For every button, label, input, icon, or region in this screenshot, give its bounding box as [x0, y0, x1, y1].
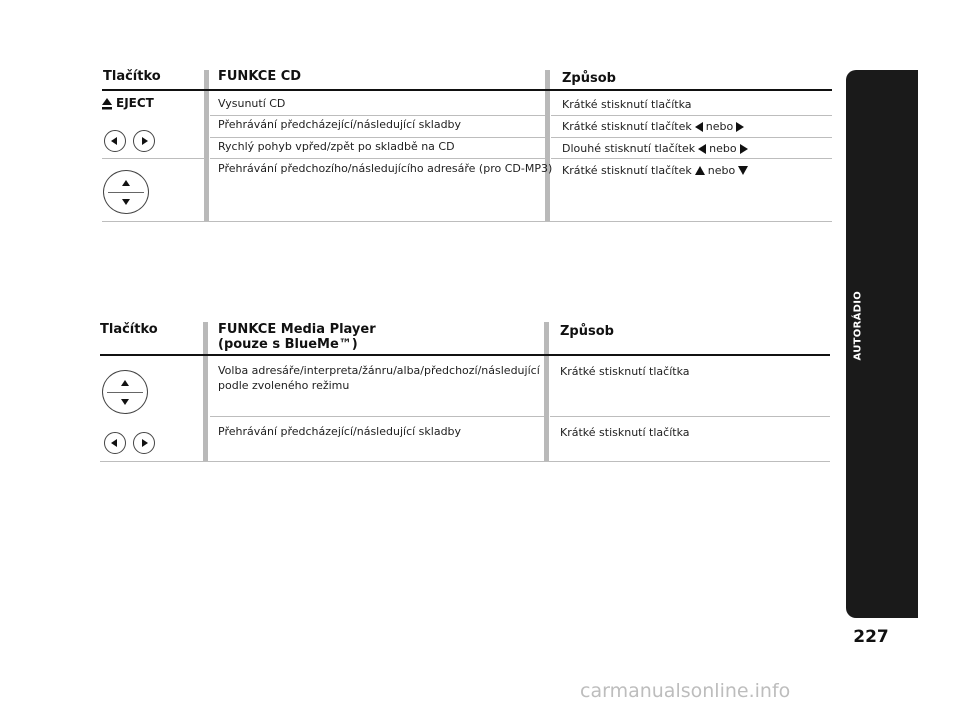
- arrow-up-icon: [695, 166, 705, 175]
- arrow-left-icon: [698, 144, 706, 154]
- arrow-left-icon: [695, 122, 703, 132]
- arrow-right-icon: [740, 144, 748, 154]
- row-rule: [551, 158, 832, 159]
- mp-function-1-line1: Volba adresáře/interpreta/žánru/alba/předchozí/následující: [218, 364, 540, 377]
- row-rule: [550, 416, 830, 417]
- column-divider: [544, 322, 549, 462]
- row-rule: [210, 137, 545, 138]
- col-header-function-line1: FUNKCE Media Player: [218, 322, 376, 337]
- cd-function-1: Vysunutí CD: [218, 97, 286, 110]
- seek-left-button: [104, 432, 126, 454]
- cd-method-4: [562, 164, 751, 177]
- button-divider: [108, 192, 144, 193]
- arrow-left-icon: [111, 137, 117, 145]
- cd-method-3: [562, 142, 751, 155]
- row-rule: [102, 158, 205, 159]
- cd-method-4-or: nebo: [707, 164, 736, 177]
- col-header-method: Způsob: [560, 324, 614, 339]
- eject-icon: [102, 98, 112, 110]
- up-down-button: [103, 170, 149, 214]
- arrow-right-icon: [142, 137, 148, 145]
- cd-method-2: [562, 120, 747, 133]
- arrow-up-icon: [122, 180, 130, 186]
- eject-label: EJECT: [116, 96, 154, 110]
- col-header-function-line2: (pouze s BlueMe™): [218, 337, 358, 352]
- table-bottom-rule: [102, 221, 832, 222]
- col-header-method: Způsob: [562, 71, 616, 86]
- column-divider: [545, 70, 550, 222]
- cd-method-3-or: nebo: [709, 142, 737, 155]
- header-rule: [100, 354, 830, 356]
- row-rule: [210, 158, 545, 159]
- arrow-down-icon: [738, 166, 748, 175]
- cd-method-2-or: nebo: [705, 120, 734, 133]
- page-number: 227: [853, 627, 889, 647]
- header-rule: [102, 89, 832, 91]
- table-bottom-rule: [100, 461, 830, 462]
- section-label: [853, 341, 864, 361]
- row-rule: [210, 115, 545, 116]
- cd-method-2-text: Krátké stisknutí tlačítek: [562, 120, 692, 133]
- cd-method-4-text: Krátké stisknutí tlačítek: [562, 164, 692, 177]
- watermark: carmanualsonline.info: [580, 680, 791, 702]
- arrow-right-icon: [142, 439, 148, 447]
- cd-function-3: Rychlý pohyb vpřed/zpět po skladbě na CD: [218, 140, 455, 153]
- col-header-button: Tlačítko: [103, 69, 161, 84]
- cd-function-4: Přehrávání předchozího/následujícího adresáře (pro CD-MP3): [218, 162, 553, 175]
- mp-function-2: Přehrávání předcházející/následující skladby: [218, 425, 462, 438]
- arrow-right-icon: [736, 122, 744, 132]
- mp-method-1: Krátké stisknutí tlačítka: [560, 365, 690, 378]
- arrow-left-icon: [111, 439, 117, 447]
- mp-function-1-line2: podle zvoleného režimu: [218, 379, 350, 392]
- cd-method-3-text: Dlouhé stisknutí tlačítek: [562, 142, 696, 155]
- row-rule: [210, 416, 544, 417]
- column-divider: [204, 70, 209, 222]
- arrow-down-icon: [122, 199, 130, 205]
- row-rule: [551, 137, 832, 138]
- column-divider: [203, 322, 208, 462]
- cd-function-2: Přehrávání předcházející/následující skladby: [218, 118, 462, 131]
- cd-method-1: Krátké stisknutí tlačítka: [562, 98, 692, 111]
- arrow-down-icon: [121, 399, 129, 405]
- seek-right-button: [133, 432, 155, 454]
- eject-button: [102, 96, 154, 111]
- seek-right-button: [133, 130, 155, 152]
- row-rule: [551, 115, 832, 116]
- mp-method-2: Krátké stisknutí tlačítka: [560, 426, 690, 439]
- col-header-function: FUNKCE CD: [218, 69, 302, 84]
- up-down-button: [102, 370, 148, 414]
- button-divider: [107, 392, 143, 393]
- arrow-up-icon: [121, 380, 129, 386]
- col-header-button: Tlačítko: [100, 322, 158, 337]
- seek-left-button: [104, 130, 126, 152]
